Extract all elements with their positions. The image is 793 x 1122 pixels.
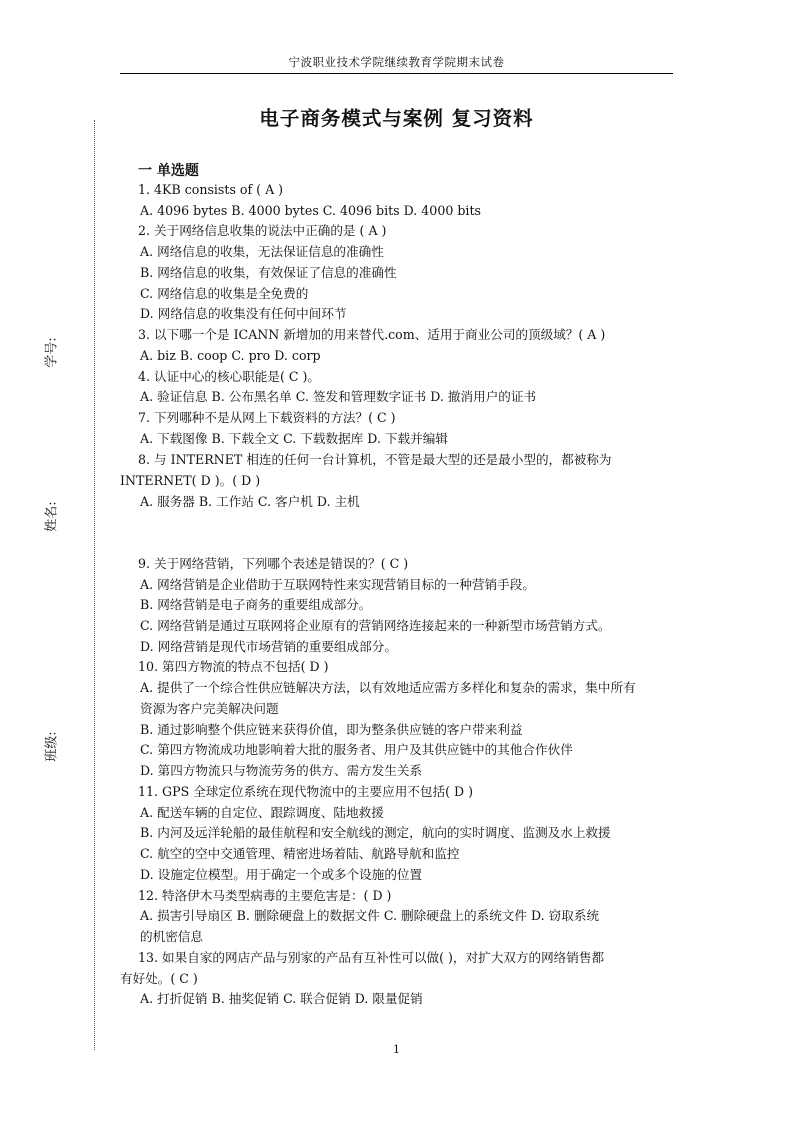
answer-options: A. 验证信息 B. 公布黑名单 C. 签发和管理数字证书 D. 撤消用户的证书 (140, 389, 537, 404)
question-text-continued: INTERNET( D )。( D ) (120, 473, 261, 488)
answer-option: B. 网络信息的收集，有效保证了信息的准确性 (140, 265, 397, 280)
student-number-label: 学号: (44, 337, 60, 368)
question-text: 13. 如果自家的网店产品与别家的产品有互补性可以做( )，对扩大双方的网络销售都 (138, 950, 605, 965)
answer-option: A. 网络营销是企业借助于互联网特性来实现营销目标的一种营销手段。 (140, 577, 535, 592)
question-text: 8. 与 INTERNET 相连的任何一台计算机，不管是最大型的还是最小型的，都被称为 (138, 452, 612, 467)
answer-option-continued: 的机密信息 (140, 929, 203, 944)
answer-option: D. 网络信息的收集没有任何中间环节 (140, 306, 347, 321)
question-text: 1. 4KB consists of ( A ) (138, 182, 284, 197)
question-text-continued: 有好处。( C ) (120, 971, 198, 986)
answer-options: A. 服务器 B. 工作站 C. 客户机 D. 主机 (140, 494, 360, 509)
answer-option: B. 网络营销是电子商务的重要组成部分。 (140, 597, 372, 612)
answer-options: A. biz B. coop C. pro D. corp (140, 348, 321, 363)
question-text: 11. GPS 全球定位系统在现代物流中的主要应用不包括( D ) (138, 784, 474, 799)
question-text: 3. 以下哪一个是 ICANN 新增加的用来替代.com、适用于商业公司的顶级域？( A ) (138, 327, 606, 342)
answer-option: A. 提供了一个综合性供应链解决方法，以有效地适应需方多样化和复杂的需求，集中所有 (140, 680, 636, 695)
answer-options: A. 打折促销 B. 抽奖促销 C. 联合促销 D. 限量促销 (140, 991, 423, 1006)
class-label: 班级: (44, 731, 60, 762)
answer-options: A. 4096 bytes B. 4000 bytes C. 4096 bits D. 4000 bits (140, 203, 481, 218)
name-label: 姓名: (44, 501, 60, 532)
answer-options: A. 下载图像 B. 下载全文 C. 下载数据库 D. 下载并编辑 (140, 431, 448, 446)
answer-option: C. 第四方物流成功地影响着大批的服务者、用户及其供应链中的其他合作伙伴 (140, 742, 573, 757)
document-title: 电子商务模式与案例 复习资料 (259, 107, 534, 130)
question-text: 12. 特洛伊木马类型病毒的主要危害是：( D ) (138, 888, 392, 903)
answer-option-continued: 资源为客户完美解决问题 (140, 701, 279, 716)
question-text: 10. 第四方物流的特点不包括( D ) (138, 659, 329, 674)
question-text: 4. 认证中心的核心职能是( C )。 (138, 369, 321, 384)
section-heading: 一 单选题 (138, 163, 199, 179)
answer-option: C. 网络营销是通过互联网将企业原有的营销网络连接起来的一种新型市场营销方式。 (140, 618, 611, 633)
answer-option: A. 配送车辆的自定位、跟踪调度、陆地救援 (140, 805, 384, 820)
answer-option: D. 设施定位模型。用于确定一个或多个设施的位置 (140, 867, 423, 882)
question-text: 2. 关于网络信息收集的说法中正确的是 ( A ) (138, 223, 387, 238)
answer-options: A. 损害引导扇区 B. 删除硬盘上的数据文件 C. 删除硬盘上的系统文件 D. 窃取系统 (140, 908, 600, 923)
page-number: 1 (393, 1043, 400, 1056)
page-header: 宁波职业技术学院继续教育学院期末试卷 (288, 55, 505, 69)
question-text: 7. 下列哪种不是从网上下载资料的方法？( C ) (138, 410, 396, 425)
answer-option: D. 网络营销是现代市场营销的重要组成部分。 (140, 639, 397, 654)
answer-option: B. 内河及远洋轮船的最佳航程和安全航线的测定，航向的实时调度、监测及水上救援 (140, 825, 611, 840)
answer-option: C. 网络信息的收集是全免费的 (140, 286, 309, 301)
answer-option: B. 通过影响整个供应链来获得价值，即为整条供应链的客户带来利益 (140, 722, 523, 737)
answer-option: D. 第四方物流只与物流劳务的供方、需方发生关系 (140, 763, 423, 778)
answer-option: C. 航空的空中交通管理、精密进场着陆、航路导航和监控 (140, 846, 460, 861)
answer-option: A. 网络信息的收集，无法保证信息的准确性 (140, 244, 384, 259)
question-text: 9. 关于网络营销，下列哪个表述是错误的？( C ) (138, 556, 409, 571)
